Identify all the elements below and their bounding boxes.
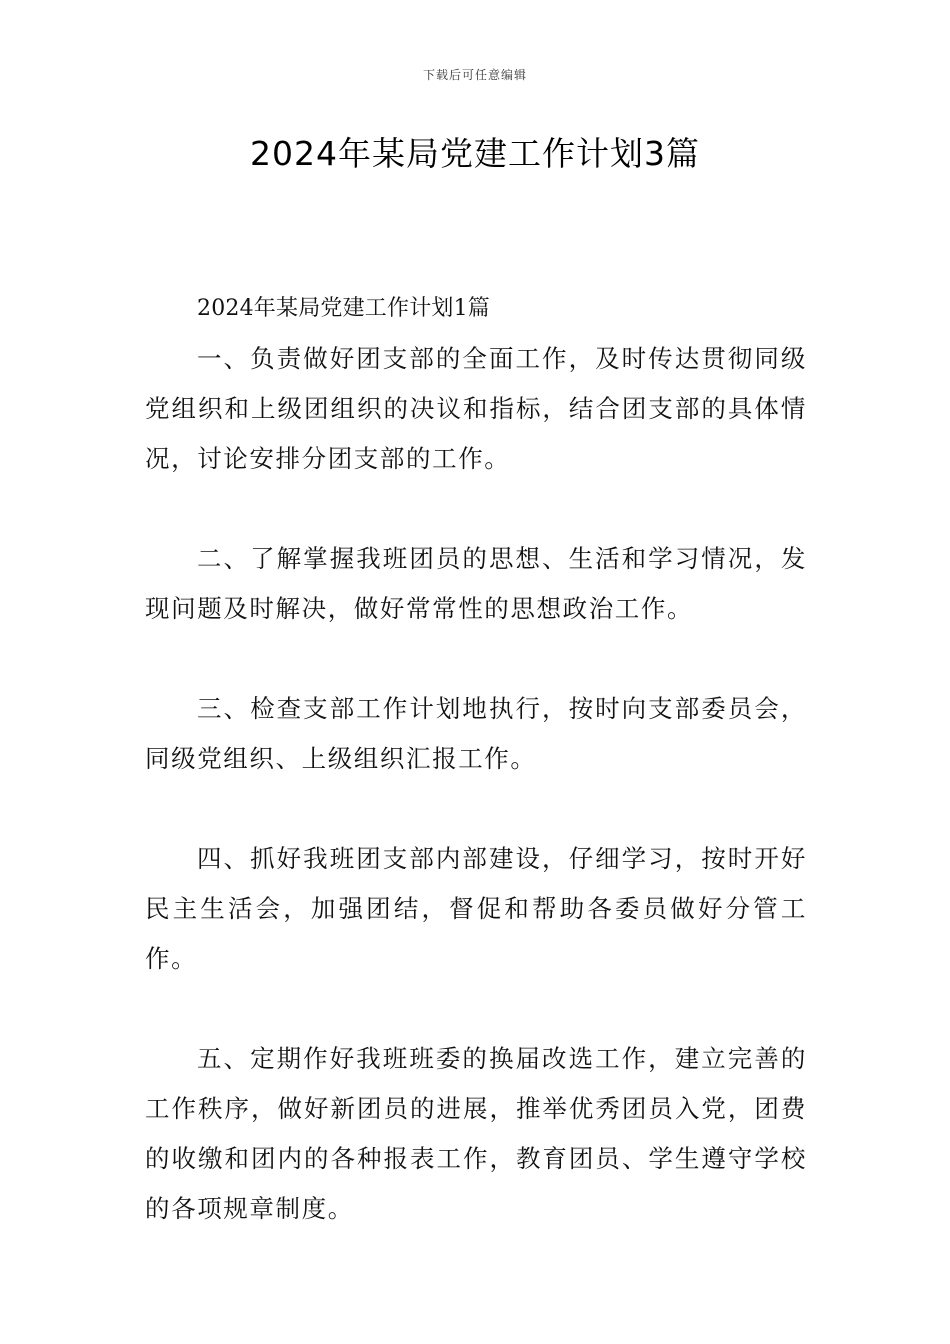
paragraph-5: 五、定期作好我班班委的换届改选工作，建立完善的工作秩序，做好新团员的进展，推举优秀团员入党，团费的收缴和团内的各种报表工作，教育团员、学生遵守学校的各项规章制度。	[145, 1044, 807, 1223]
section-subtitle: 2024年某局党建工作计划1篇	[197, 296, 490, 321]
paragraph-3: 三、检查支部工作计划地执行，按时向支部委员会，同级党组织、上级组织汇报工作。	[145, 694, 807, 773]
paragraph-4: 四、抓好我班团支部内部建设，仔细学习，按时开好民主生活会，加强团结，督促和帮助各委员做好分管工作。	[145, 844, 807, 973]
paragraph-1: 一、负责做好团支部的全面工作，及时传达贯彻同级党组织和上级团组织的决议和指标，结合团支部的具体情况，讨论安排分团支部的工作。	[145, 344, 807, 473]
paragraph-gap	[145, 634, 807, 684]
paragraph-gap	[145, 484, 807, 534]
paragraph-gap	[145, 984, 807, 1034]
document-body	[145, 284, 807, 1234]
header-note: 下载后可任意编辑	[422, 68, 527, 82]
paragraph-gap	[145, 784, 807, 834]
document-title: 2024年某局党建工作计划3篇	[250, 134, 700, 173]
paragraph-2: 二、了解掌握我班团员的思想、生活和学习情况，发现问题及时解决，做好常常性的思想政治工作。	[145, 544, 807, 623]
